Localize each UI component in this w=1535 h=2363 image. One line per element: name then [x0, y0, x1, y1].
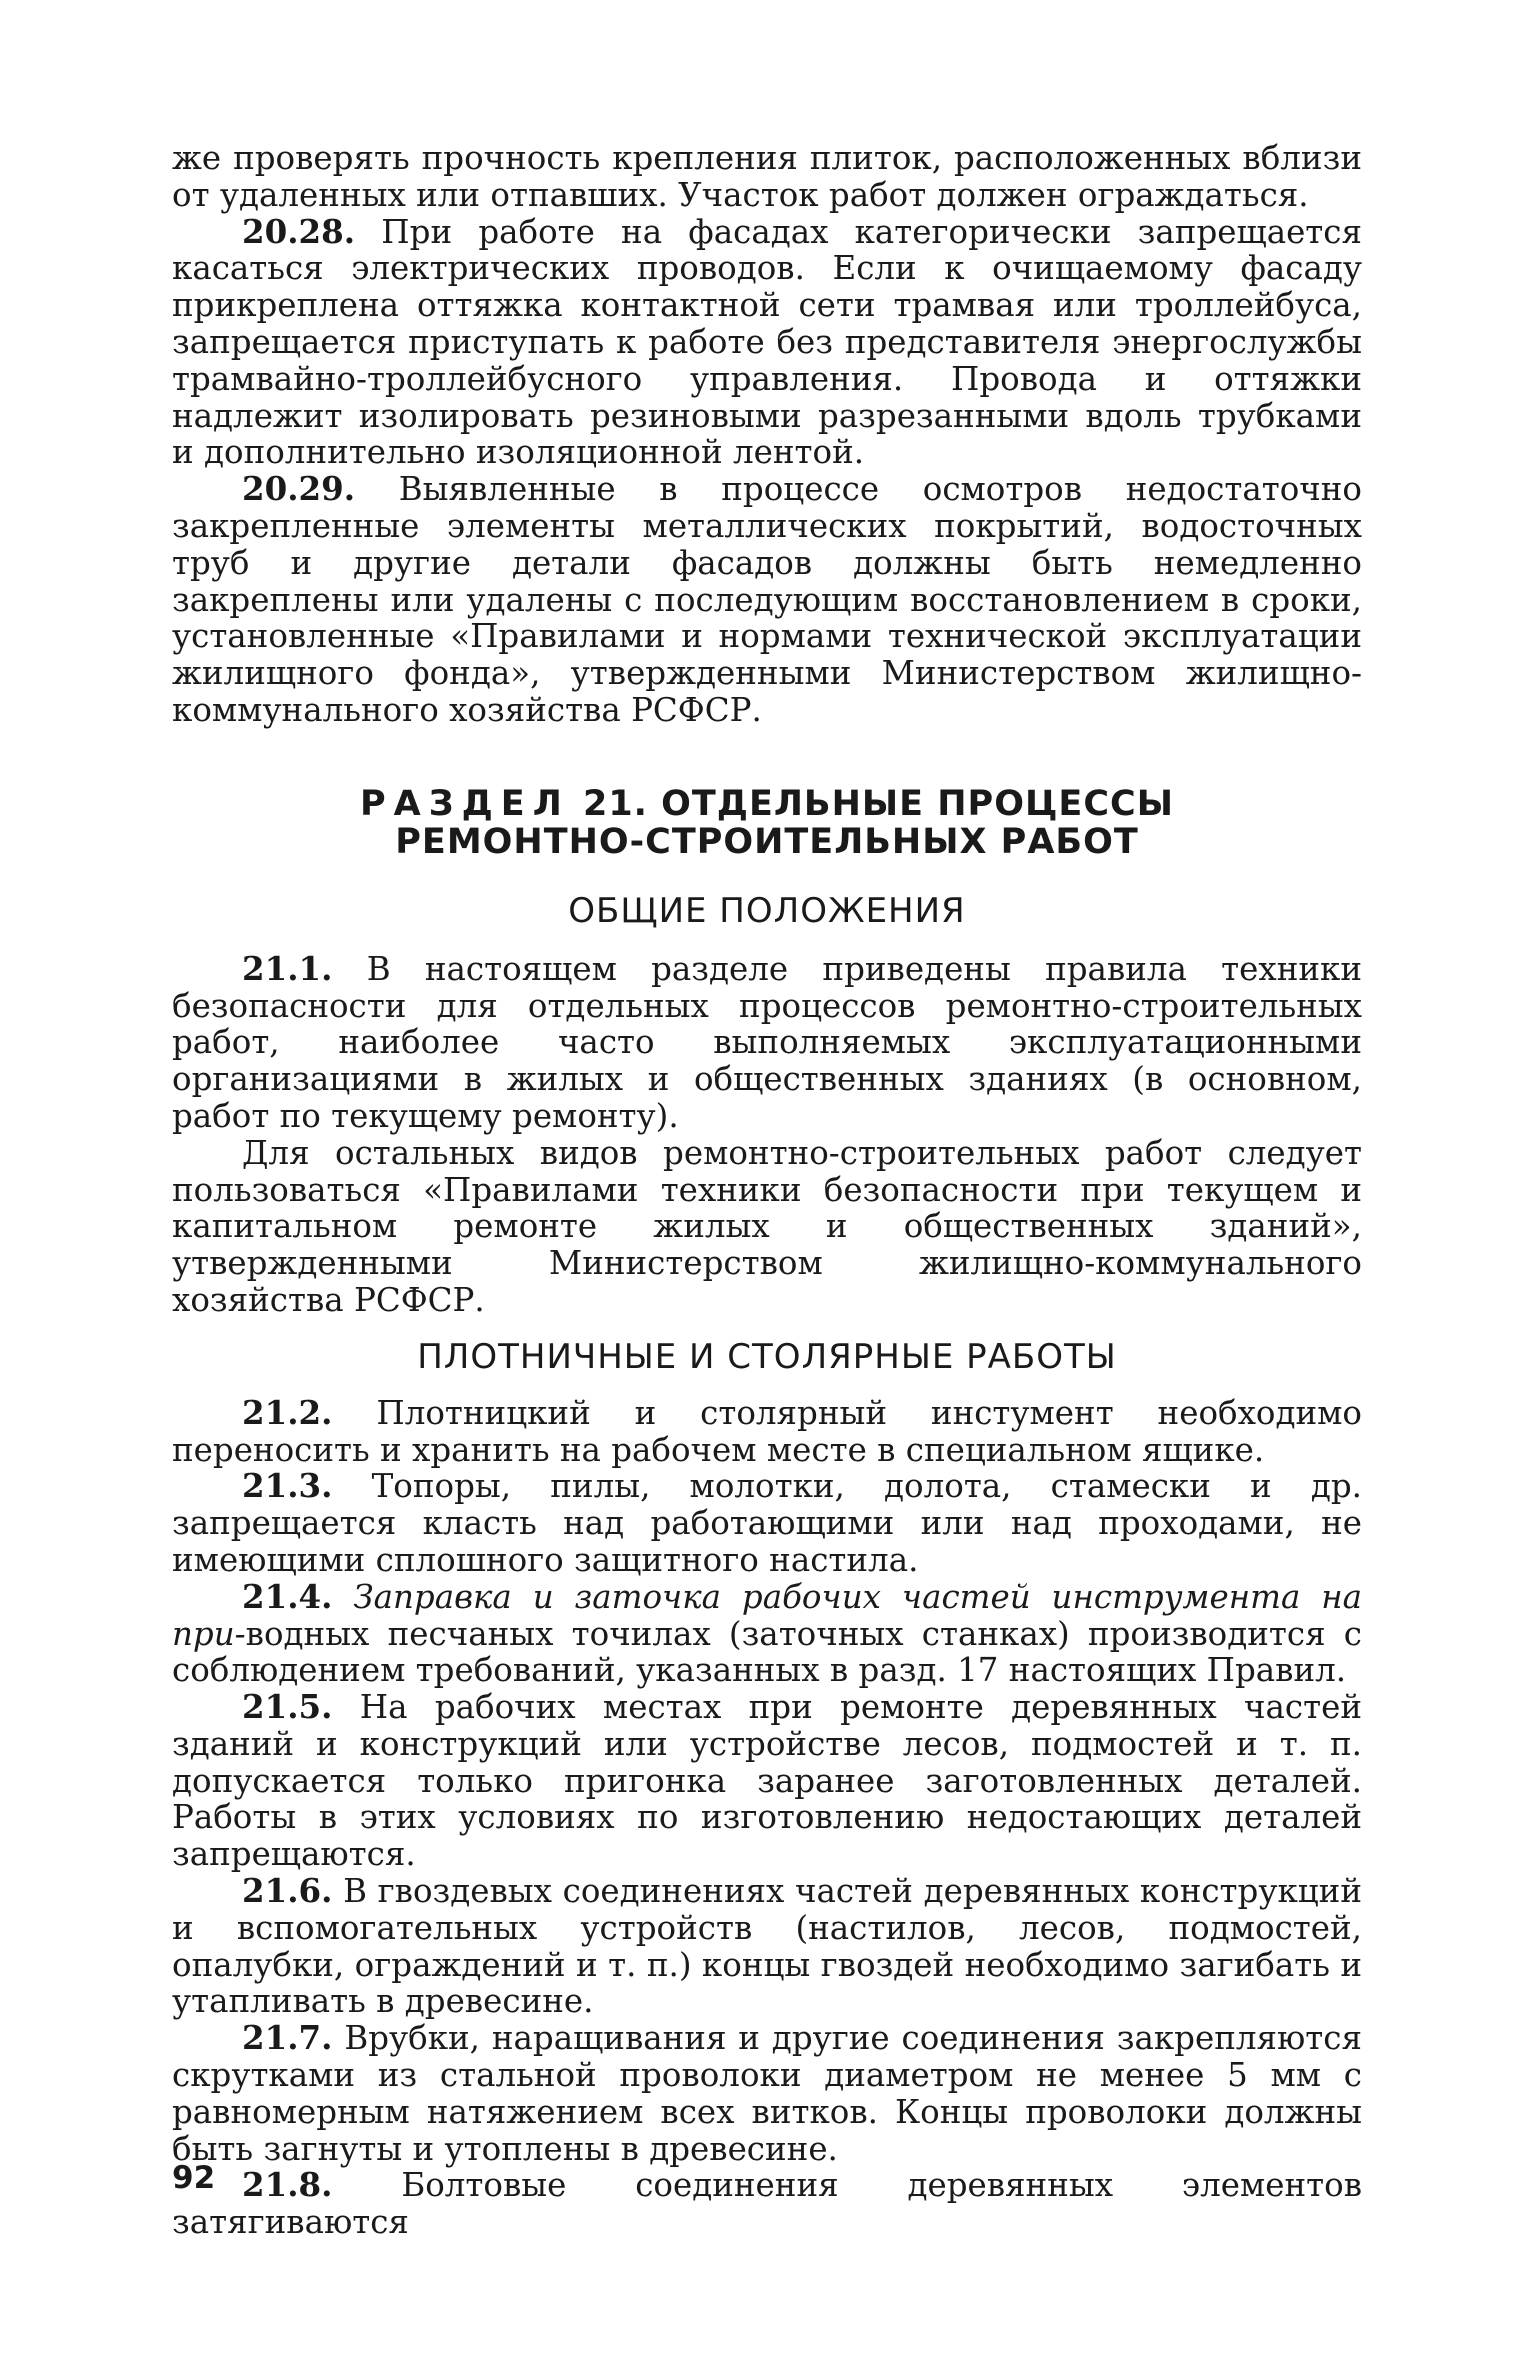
subheading-general: ОБЩИЕ ПОЛОЖЕНИЯ [568, 890, 966, 931]
section-title-line1: 21. ОТДЕЛЬНЫЕ ПРОЦЕССЫ [582, 783, 1174, 824]
clause-text: В настоящем разделе приведены правила техники безопасности для отдельных процессов ремонтно-строительных работ, наиболее часто выполняемых эксплуатационными организациями в жилых и общественных зданиях (в основном, работ по текущему ремонту). [172, 949, 1362, 1135]
clause-text: Выявленные в процессе осмотров недостаточно закрепленные элементы металлических покрытий, водосточных труб и другие детали фасадов должны быть немедленно закреплены или удалены с последующим восстановлением в сроки, установленные «Правилами и нормами технической эксплуатации жилищного фонда», утвержденными Министерством жилищно-коммунального хозяйства РСФСР. [172, 470, 1362, 729]
section-word: РАЗДЕЛ [360, 783, 570, 824]
clause-text: Болтовые соединения деревянных элементов затягиваются [172, 2166, 1362, 2242]
paragraph-20-29 [172, 471, 1362, 729]
clause-number: 20.29. [242, 469, 356, 509]
clause-number: 21.2. [242, 1392, 333, 1432]
clause-text-italic: Заправка и заточка рабочих частей инструмента на при- [172, 1577, 1362, 1653]
clause-number: 21.3. [242, 1466, 333, 1506]
clause-number: 21.4. [242, 1576, 333, 1616]
paragraph-21-4 [172, 1576, 1362, 1690]
clause-number: 21.6. [242, 1871, 333, 1911]
section-heading [172, 785, 1362, 861]
clause-text: Плотницкий и столярный инстумент необходимо переносить и хранить на рабочем месте в специальном ящике. [172, 1393, 1362, 1469]
clause-number: 21.1. [242, 948, 333, 988]
paragraph-continued: же проверять прочность крепления плиток, расположенных вблизи от удаленных или отпавших. Участок работ должен ограждаться. [172, 139, 1362, 214]
clause-number: 20.28. [242, 211, 356, 251]
paragraph-21-8 [172, 2167, 1362, 2241]
clause-number: 21.5. [242, 1687, 333, 1727]
subheading-carpentry: ПЛОТНИЧНЫЕ И СТОЛЯРНЫЕ РАБОТЫ [417, 1336, 1117, 1377]
paragraph-21-5 [172, 1689, 1362, 1873]
paragraph-21-3 [172, 1468, 1362, 1578]
clause-text: Врубки, наращивания и другие соединения закрепляются скрутками из стальной проволоки диаметром не менее 5 мм с равномерным натяжением всех витков. Концы проволоки должны быть загнуты и утоплены в древесине. [172, 2019, 1362, 2168]
paragraph-20-28 [172, 211, 1362, 472]
clause-number: 21.8. [242, 2165, 333, 2205]
paragraph-21-1 [172, 948, 1362, 1135]
paragraph-21-6 [172, 1873, 1362, 2020]
paragraph-21-7 [172, 2020, 1362, 2167]
paragraph-21-1-continued: Для остальных видов ремонтно-строительных работ следует пользоваться «Правилами техники безопасности при текущем и капитальном ремонте жилых и общественных зданий», утвержденными Министерством жилищно-коммунального хозяйства РСФСР. [172, 1133, 1362, 1319]
page-body [172, 140, 1362, 2241]
section-title-line2: РЕМОНТНО-СТРОИТЕЛЬНЫХ РАБОТ [395, 821, 1139, 862]
clause-text: Топоры, пилы, молотки, долота, стамески и др. запрещается класть над работающими или над проходами, не имеющими сплошного защитного настила. [172, 1467, 1362, 1579]
page-number: 92 [172, 2160, 216, 2196]
clause-text: В гвоздевых соединениях частей деревянных конструкций и вспомогательных устройств (настилов, лесов, подмостей, опалубки, ограждений и т. п.) концы гвоздей необходимо загибать и утапливать в древесине. [172, 1872, 1362, 2021]
clause-number: 21.7. [242, 2018, 333, 2058]
paragraph-21-2 [172, 1392, 1362, 1469]
clause-text: водных песчаных точилах (заточных станках) производится с соблюдением требований, указанных в разд. 17 настоящих Правил. [172, 1614, 1362, 1690]
clause-text: При работе на фасадах категорически запрещается касаться электрических проводов. Если к очищаемому фасаду прикреплена оттяжка контактной сети трамвая или троллейбуса, запрещается приступать к работе без представителя энергослужбы трамвайно-троллейбусного управления. Провода и оттяжки надлежит изолировать резиновыми разрезанными вдоль трубками и дополнительно изоляционной лентой. [172, 212, 1362, 472]
clause-text: На рабочих местах при ремонте деревянных частей зданий и конструкций или устройстве лесов, подмостей и т. п. допускается только пригонка заранее заготовленных деталей. Работы в этих условиях по изготовлению недостающих деталей запрещаются. [172, 1688, 1362, 1874]
